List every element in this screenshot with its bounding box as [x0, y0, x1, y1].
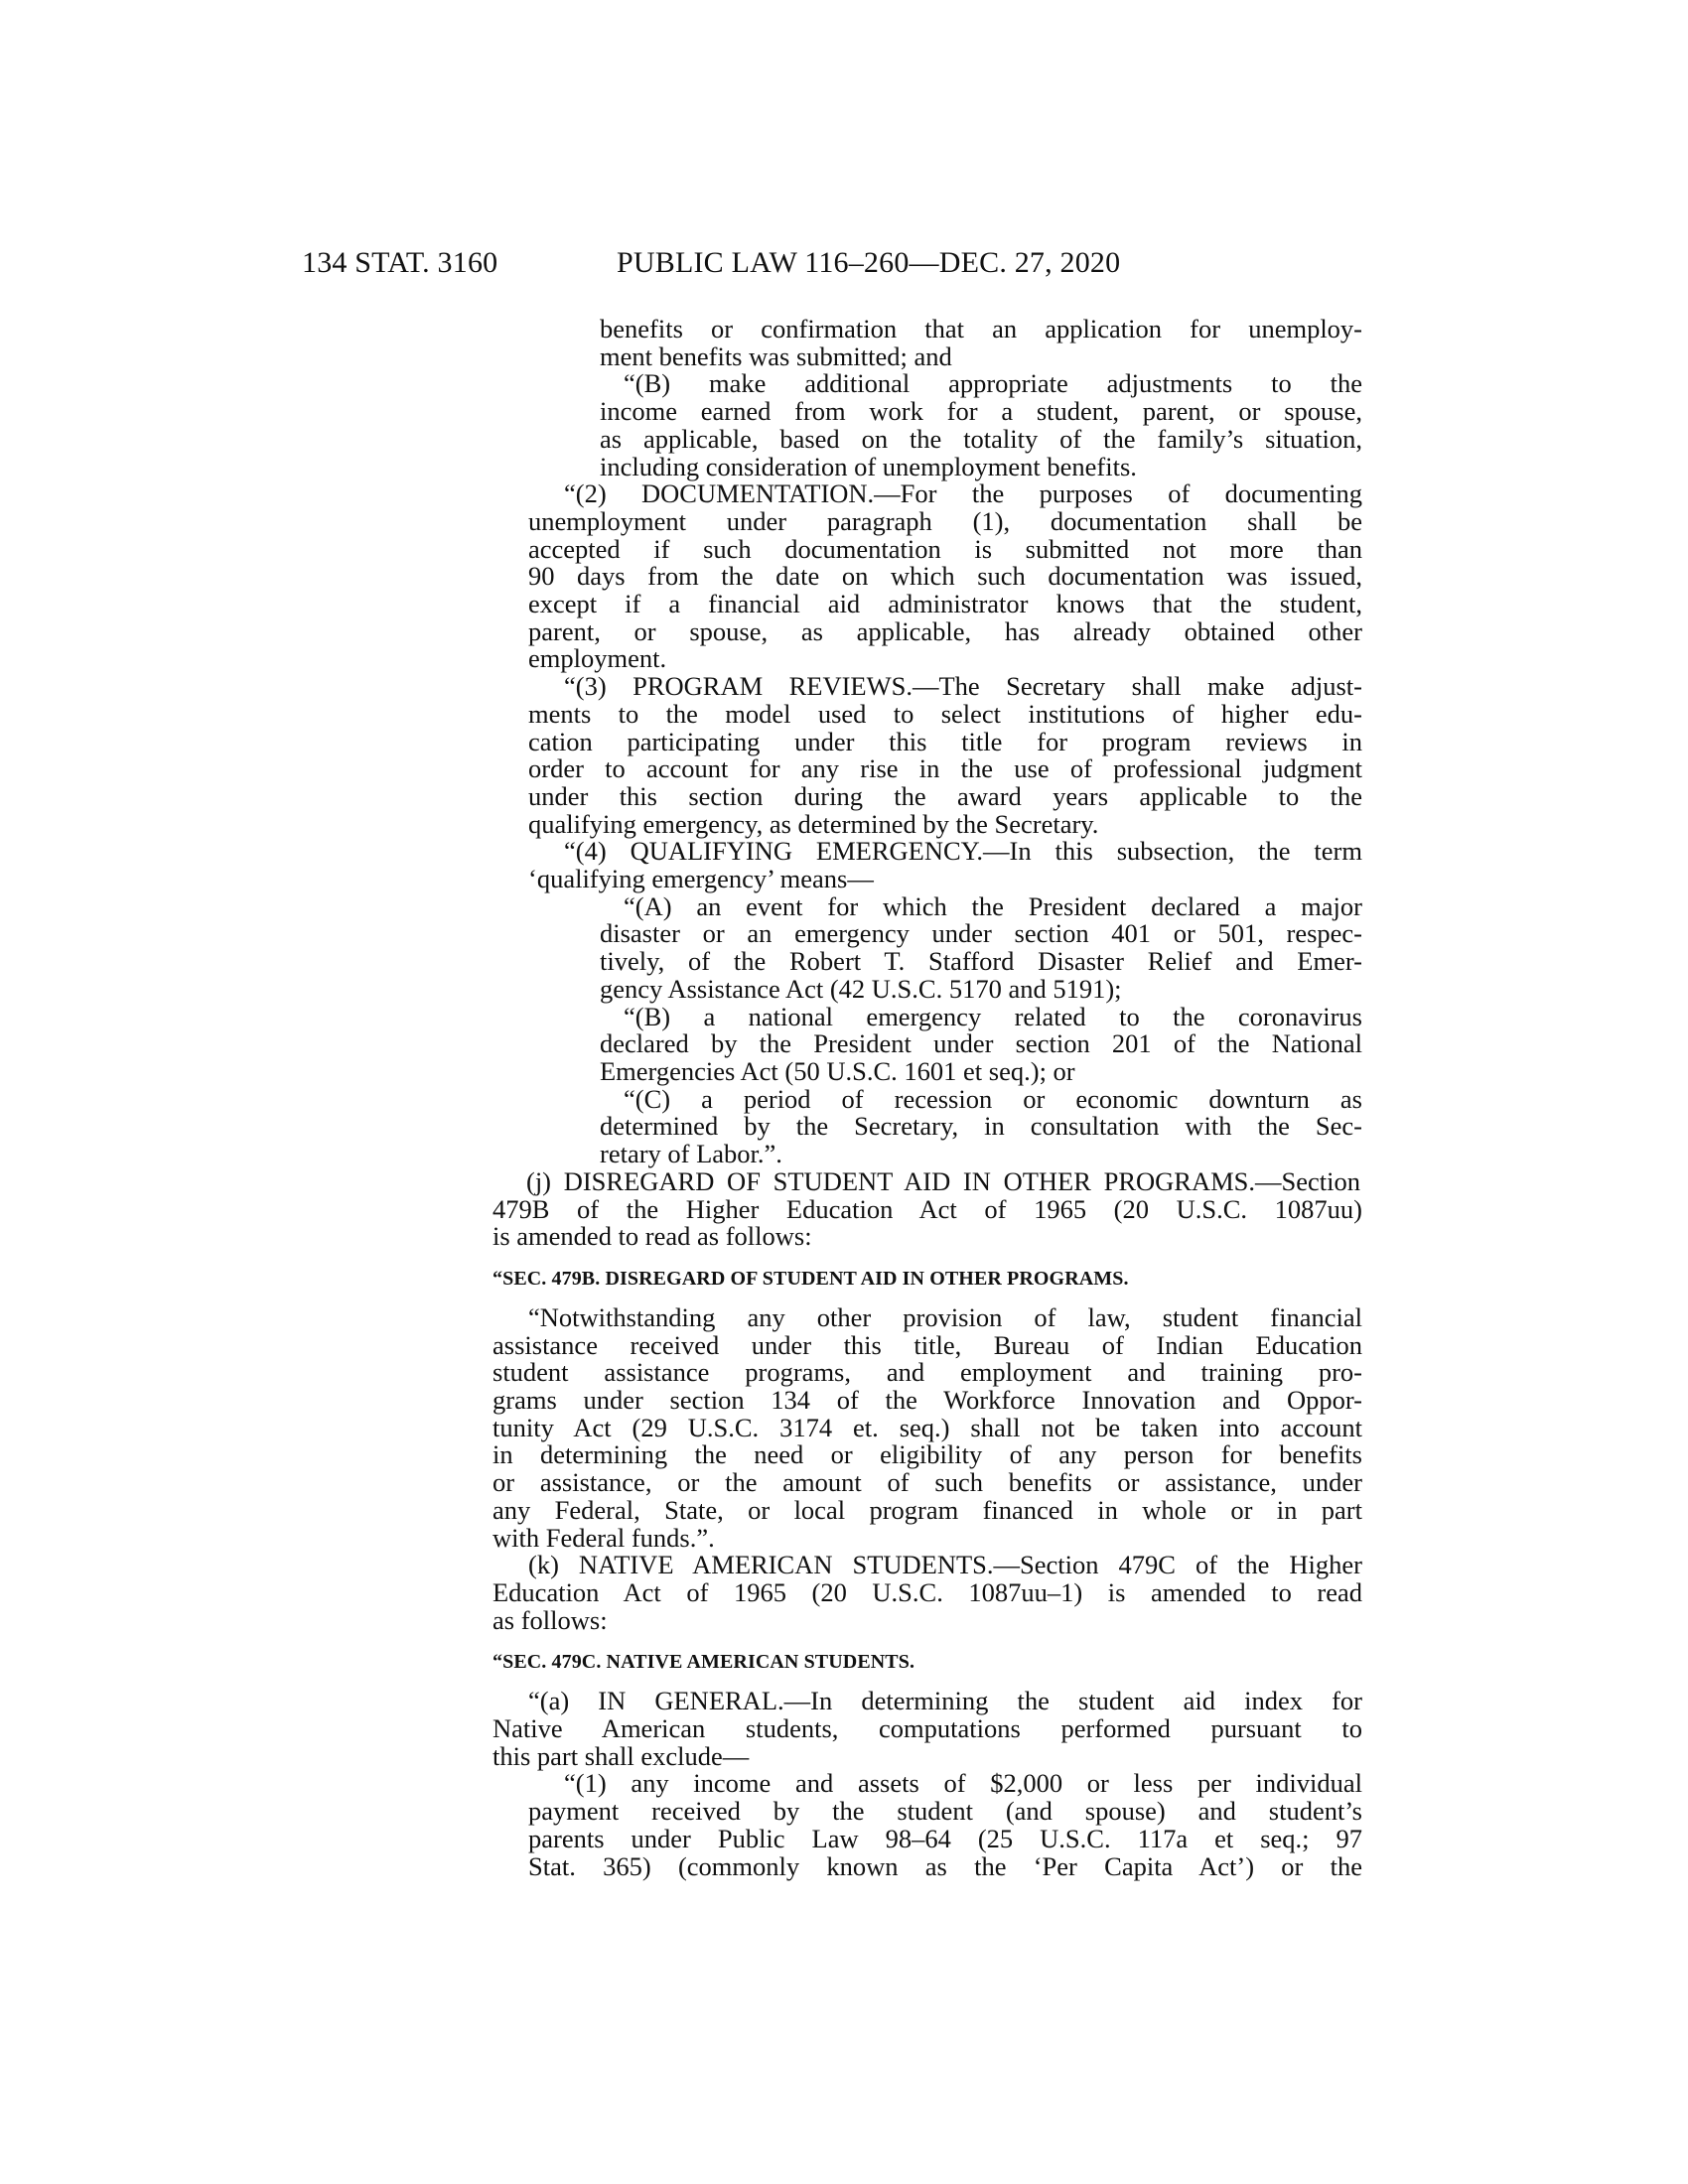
statute-text — [492, 314, 1362, 1881]
text-line: declared by the President under section 201 of the National — [600, 1028, 1362, 1059]
text-line: “(3) PROGRAM REVIEWS.—The Secretary shall make adjust- — [564, 671, 1362, 702]
text-line: student assistance programs, and employment and training pro- — [492, 1357, 1362, 1388]
text-line: retary of Labor.”. — [600, 1139, 782, 1169]
text-line: (j) DISREGARD OF STUDENT AID IN OTHER PROGRAMS.—Section — [526, 1165, 1360, 1196]
text-line: ment benefits was submitted; and — [600, 341, 952, 371]
text-line: employment. — [528, 643, 667, 674]
text-line: this part shall exclude— — [492, 1740, 750, 1771]
text-line: parent, or spouse, as applicable, has already obtained other — [528, 615, 1362, 646]
text-line: including consideration of unemployment benefits. — [600, 451, 1137, 481]
text-line: 479B of the Higher Education Act of 1965 (20 U.S.C. 1087uu) — [492, 1193, 1362, 1224]
text-line: (k) NATIVE AMERICAN STUDENTS.—Section 479C of the Higher — [528, 1550, 1362, 1580]
page-stat-citation: 134 STAT. 3160 — [302, 246, 498, 279]
text-line: is amended to read as follows: — [492, 1221, 812, 1252]
text-line: assistance received under this title, Bureau of Indian Education — [492, 1329, 1362, 1360]
text-line: Stat. 365) (commonly known as the ‘Per Capita Act’) or the — [528, 1850, 1362, 1881]
text-line: payment received by the student (and spouse) and student’s — [528, 1796, 1362, 1827]
text-line: “(C) a period of recession or economic downturn as — [624, 1083, 1362, 1114]
text-line: benefits or confirmation that an application for unemploy- — [600, 314, 1362, 343]
text-line: grams under section 134 of the Workforce Innovation and Oppor- — [492, 1385, 1362, 1416]
text-line: with Federal funds.”. — [492, 1522, 715, 1553]
text-line: determined by the Secretary, in consultation with the Sec- — [600, 1111, 1362, 1142]
text-line: cation participating under this title for program reviews in — [528, 726, 1362, 756]
text-line: except if a financial aid administrator knows that the student, — [528, 589, 1362, 619]
text-line: ments to the model used to select institutions of higher edu- — [528, 698, 1362, 729]
section-heading-479c: “SEC. 479C. NATIVE AMERICAN STUDENTS. — [492, 1651, 915, 1674]
text-line: any Federal, State, or local program financed in whole or in part — [492, 1494, 1362, 1525]
text-line: “(A) an event for which the President declared a major — [624, 890, 1362, 921]
text-line: “(4) QUALIFYING EMERGENCY.—In this subsection, the term — [564, 836, 1362, 867]
text-line: Education Act of 1965 (20 U.S.C. 1087uu–1) is amended to read — [492, 1576, 1362, 1607]
running-header: PUBLIC LAW 116–260—DEC. 27, 2020 — [617, 246, 1121, 279]
text-line: ‘qualifying emergency’ means— — [528, 864, 874, 894]
text-line: as follows: — [492, 1604, 608, 1635]
text-line: disaster or an emergency under section 401 or 501, respec- — [600, 918, 1362, 949]
text-line: tunity Act (29 U.S.C. 3174 et. seq.) shall not be taken into account — [492, 1412, 1362, 1442]
text-line: accepted if such documentation is submitted not more than — [528, 533, 1362, 564]
text-line: under this section during the award years applicable to the — [528, 780, 1362, 811]
text-line: “(B) a national emergency related to the coronavirus — [624, 1001, 1362, 1031]
text-line: parents under Public Law 98–64 (25 U.S.C. 117a et seq.; 97 — [528, 1823, 1362, 1853]
text-line: “(B) make additional appropriate adjustments to the — [624, 368, 1362, 399]
text-line: in determining the need or eligibility of any person for benefits — [492, 1439, 1362, 1470]
text-line: tively, of the Robert T. Stafford Disaster Relief and Emer- — [600, 946, 1362, 977]
text-line: unemployment under paragraph (1), documentation shall be — [528, 505, 1362, 536]
text-line: Emergencies Act (50 U.S.C. 1601 et seq.); or — [600, 1055, 1075, 1086]
text-line: “(1) any income and assets of $2,000 or less per individual — [564, 1768, 1362, 1799]
text-line: as applicable, based on the totality of the family’s situation, — [600, 423, 1362, 454]
text-line: gency Assistance Act (42 U.S.C. 5170 and 5191); — [600, 973, 1122, 1004]
text-line: or assistance, or the amount of such benefits or assistance, under — [492, 1467, 1362, 1498]
text-line: Native American students, computations performed pursuant to — [492, 1713, 1362, 1744]
text-line: income earned from work for a student, parent, or spouse, — [600, 396, 1362, 427]
text-line: order to account for any rise in the use of professional judgment — [528, 753, 1362, 784]
text-line: “(a) IN GENERAL.—In determining the student aid index for — [528, 1686, 1362, 1716]
text-line: qualifying emergency, as determined by the Secretary. — [528, 808, 1099, 839]
text-line: “Notwithstanding any other provision of law, student financial — [528, 1301, 1362, 1332]
section-heading-479b: “SEC. 479B. DISREGARD OF STUDENT AID IN OTHER PROGRAMS. — [492, 1267, 1129, 1290]
text-line: “(2) DOCUMENTATION.—For the purposes of documenting — [564, 478, 1362, 509]
text-line: 90 days from the date on which such documentation was issued, — [528, 561, 1362, 592]
